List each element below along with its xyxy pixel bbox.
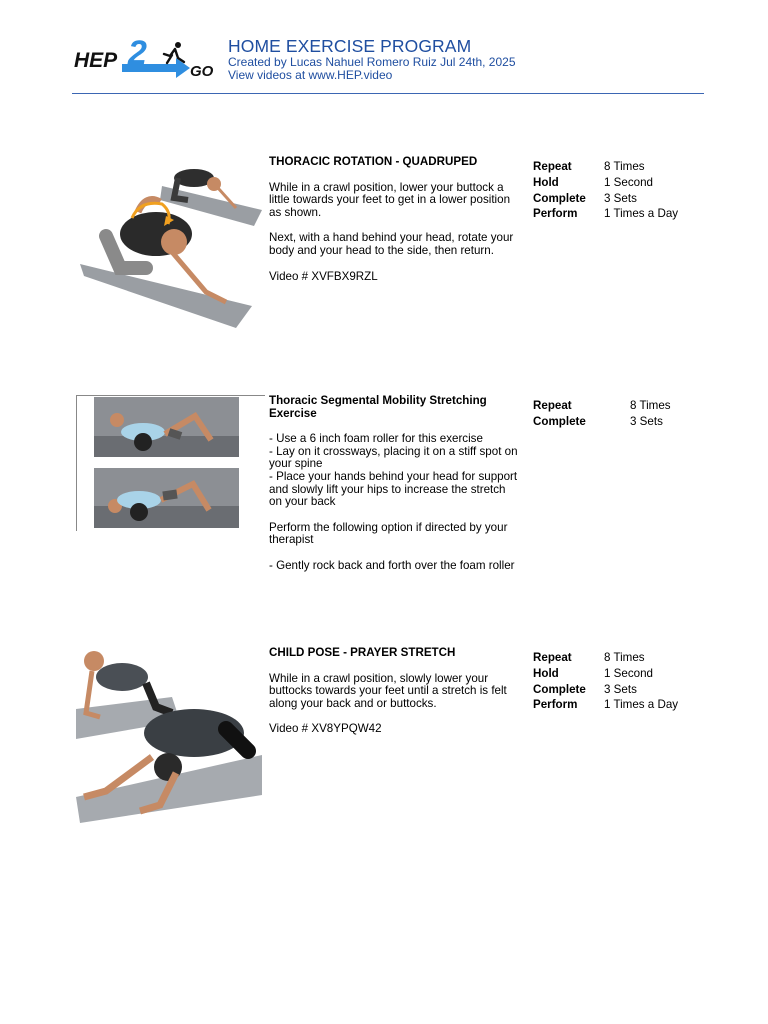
param-value: 3 Sets — [604, 191, 637, 205]
exercise-3-video-id: Video # XV8YPQW42 — [269, 722, 382, 736]
exercise-2-para-2: Perform the following option if directed by your therapist — [269, 520, 508, 547]
exercise-2-para-3: - Gently rock back and forth over the foam roller — [269, 558, 515, 572]
page-title: HOME EXERCISE PROGRAM — [228, 36, 472, 56]
param-label: Perform — [533, 207, 578, 221]
exercise-3-text — [269, 647, 519, 749]
exercise-2-para-1: - Use a 6 inch foam roller for this exercise - Lay on it crossways, placing it on a stiff spot on your spine - Place your hands behind your head for support and slowly lift your hips to increase the stretch on your back — [269, 432, 518, 509]
exercise-1-image — [76, 156, 264, 332]
exercise-2 — [76, 395, 716, 595]
param-label: Perform — [533, 698, 578, 712]
param-value: 8 Times — [604, 160, 645, 173]
exercise-1-para-2: Next, with a hand behind your head, rotate your body and your head to the side, then return. — [269, 231, 514, 257]
exercise-1-video-id: Video # XVFBX9RZL — [269, 269, 378, 283]
param-label: Complete — [533, 414, 586, 428]
param-value: 3 Sets — [604, 682, 637, 696]
exercise-3-title: CHILD POSE - PRAYER STRETCH — [269, 646, 456, 659]
exercise-2-params — [533, 398, 671, 430]
param-label: Complete — [533, 682, 586, 696]
exercise-3-image — [76, 647, 264, 825]
param-value: 1 Times a Day — [604, 207, 679, 221]
param-label: Hold — [533, 175, 559, 189]
exercise-3-params — [533, 650, 678, 713]
param-value: 1 Times a Day — [604, 698, 679, 712]
svg-text:HEP: HEP — [74, 49, 118, 72]
exercise-1-title: THORACIC ROTATION - QUADRUPED — [269, 155, 478, 168]
param-value: 1 Second — [604, 666, 653, 680]
param-label: Repeat — [533, 399, 572, 412]
header-title-block — [228, 36, 516, 82]
param-row — [533, 682, 678, 698]
param-label: Repeat — [533, 160, 572, 173]
hep2go-logo — [72, 34, 222, 78]
exercise-1 — [76, 156, 716, 336]
exercise-2-image — [76, 395, 265, 531]
param-row — [533, 666, 678, 682]
exercise-2-text — [269, 395, 519, 586]
param-row — [533, 414, 671, 430]
param-row — [533, 697, 678, 713]
exercise-2-title: Thoracic Segmental Mobility Stretching Exercise — [269, 394, 487, 420]
param-value: 8 Times — [630, 399, 671, 412]
param-value: 3 Sets — [630, 414, 663, 428]
exercise-3-para-1: While in a crawl position, slowly lower your buttocks towards your feet until a stretch is felt along your back and or buttocks. — [269, 671, 507, 710]
page-header — [72, 30, 704, 94]
param-value: 8 Times — [604, 651, 645, 664]
param-row — [533, 650, 678, 666]
exercise-1-params — [533, 159, 678, 222]
param-row — [533, 206, 678, 222]
param-value: 1 Second — [604, 175, 653, 189]
exercise-1-text — [269, 156, 519, 296]
param-label: Repeat — [533, 651, 572, 664]
param-row — [533, 175, 678, 191]
param-row — [533, 159, 678, 175]
param-label: Complete — [533, 191, 586, 205]
exercise-3 — [76, 647, 716, 827]
svg-text:2: 2 — [128, 34, 147, 72]
param-row — [533, 191, 678, 207]
exercise-1-para-1: While in a crawl position, lower your buttock a little towards your feet to get in a lower position as shown. — [269, 180, 511, 219]
param-label: Hold — [533, 666, 559, 680]
videos-link[interactable]: View videos at www.HEP.video — [228, 68, 393, 82]
created-by: Created by Lucas Nahuel Romero Ruiz Jul 24th, 2025 — [228, 55, 516, 69]
svg-text:GO: GO — [190, 63, 214, 78]
param-row — [533, 398, 671, 414]
header-divider — [72, 93, 704, 94]
